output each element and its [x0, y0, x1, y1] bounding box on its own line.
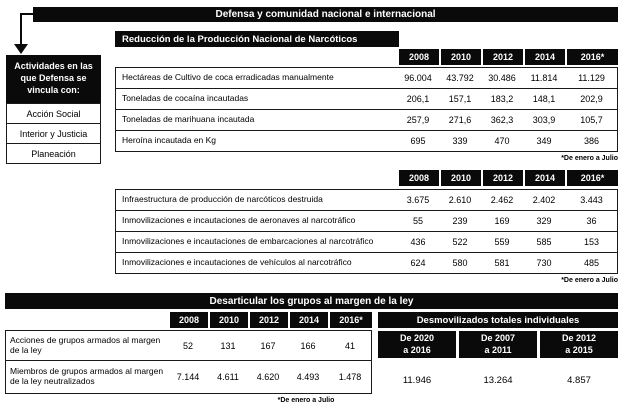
connector-vertical-line: [20, 13, 22, 44]
year-header-cell: 2008: [170, 312, 208, 328]
footnote-table1: *De enero a Julio: [561, 155, 618, 162]
cell-value: 148,1: [532, 94, 556, 104]
year-header-cell: 2010: [441, 49, 481, 65]
sidebar-item-accion-social: Acción Social: [6, 103, 101, 124]
cell-value: 11.814: [530, 73, 558, 83]
cell-value: 96.004: [404, 73, 432, 83]
cell-value: 585: [536, 237, 552, 247]
cell-value: 4.620: [256, 372, 280, 382]
table-row: [115, 231, 618, 253]
cell-value: 2.402: [532, 195, 556, 205]
cell-value: 362,3: [490, 115, 514, 125]
section-title-narcotics: Reducción de la Producción Nacional de Narcóticos: [115, 31, 399, 47]
year-header-cell: 2008: [399, 170, 439, 186]
cell-value: 105,7: [580, 115, 603, 125]
row-label: Heroína incautada en Kg: [122, 135, 217, 146]
section-title-groups: Desarticular los grupos al margen de la ley: [5, 293, 618, 309]
cell-value: 239: [452, 216, 468, 226]
cell-value: 695: [410, 136, 426, 146]
cell-value: 2.610: [448, 195, 472, 205]
row-label: Inmovilizaciones e incautaciones de embarcaciones al narcotráfico: [122, 236, 374, 247]
cell-value: 470: [494, 136, 510, 146]
cell-value: 257,9: [406, 115, 430, 125]
cell-value: 1.478: [338, 372, 362, 382]
cell-value: 386: [583, 136, 600, 146]
cell-value: 166: [300, 340, 316, 351]
row-label: Acciones de grupos armados al margen de la ley: [10, 334, 161, 355]
table-row: [115, 189, 618, 211]
cell-value: 4.857: [567, 375, 591, 386]
row-values: [169, 361, 371, 393]
table-row: [115, 88, 618, 110]
table2-year-header: [399, 170, 618, 186]
cell-value: 11.946: [402, 375, 432, 386]
year-header-cell: 2012: [483, 170, 523, 186]
table-row: [115, 210, 618, 232]
table-row: [115, 109, 618, 131]
arrow-down-icon: [14, 44, 28, 54]
footnote-table2: *De enero a Julio: [561, 277, 618, 284]
cell-value: 157,1: [448, 94, 472, 104]
table1-year-header: [399, 49, 618, 65]
period-cell: [378, 331, 456, 358]
sidebar-header: Actividades en las que Defensa se vincula con:: [6, 55, 101, 103]
cell-value: 13.264: [483, 375, 513, 386]
row-label: Inmovilizaciones e incautaciones de vehículos al narcotráfico: [122, 257, 352, 268]
period-line2: a 2011: [484, 344, 512, 355]
table-row: [5, 360, 372, 394]
period-line1: De 2020: [399, 333, 435, 344]
sidebar-item-planeacion: Planeación: [6, 143, 101, 164]
year-header-cell: 2016*: [567, 49, 618, 65]
year-header-cell: 2016*: [567, 170, 618, 186]
year-header-cell: 2014: [290, 312, 328, 328]
year-header-cell: 2012: [250, 312, 288, 328]
period-line1: De 2012: [561, 333, 597, 344]
row-label: Toneladas de marihuana incautada: [122, 114, 255, 125]
narcotics-table-2: [115, 189, 618, 274]
cell-value: 41: [344, 340, 355, 351]
row-values: [398, 110, 617, 130]
cell-value: 329: [536, 216, 552, 226]
table-row: [115, 130, 618, 152]
cell-value: 349: [536, 136, 552, 146]
cell-value: 303,9: [532, 115, 556, 125]
row-label: Miembros de grupos armados al margen de la ley neutralizados: [10, 366, 164, 386]
cell-value: 3.443: [580, 195, 603, 205]
row-values: [398, 89, 617, 109]
year-header-cell: 2014: [525, 49, 565, 65]
cell-value: 4.611: [217, 372, 239, 382]
sidebar-item-interior-justicia: Interior y Justicia: [6, 123, 101, 144]
groups-year-header: [170, 312, 372, 328]
row-values: [398, 131, 617, 151]
row-values: [398, 232, 617, 252]
row-values: [398, 253, 617, 273]
row-values: [398, 211, 617, 231]
row-label: Hectáreas de Cultivo de coca erradicadas manualmente: [122, 72, 334, 83]
table-row: [115, 252, 618, 274]
period-line1: De 2007: [480, 333, 516, 344]
cell-value: 52: [182, 340, 193, 351]
year-header-cell: 2012: [483, 49, 523, 65]
cell-value: 30.486: [488, 73, 516, 83]
period-line2: a 2016: [403, 344, 431, 355]
cell-value: 271,6: [448, 115, 472, 125]
demobilized-values: [378, 373, 618, 388]
row-values: [169, 331, 371, 360]
row-values: [398, 190, 617, 210]
demobilized-header: Desmovilizados totales individuales: [378, 312, 618, 328]
cell-value: 7.144: [176, 372, 200, 382]
cell-value: 43.792: [446, 73, 474, 83]
demobilized-periods: [378, 331, 618, 358]
cell-value: 153: [583, 237, 600, 247]
cell-value: 624: [410, 258, 426, 268]
narcotics-table-1: [115, 67, 618, 152]
top-banner: Defensa y comunidad nacional e internacional: [33, 7, 618, 22]
year-header-cell: 2010: [441, 170, 481, 186]
row-label: Inmovilizaciones e incautaciones de aeronaves al narcotráfico: [122, 215, 356, 226]
table-row: [5, 330, 372, 361]
year-header-cell: 2010: [210, 312, 248, 328]
cell-value: 183,2: [490, 94, 514, 104]
cell-value: 436: [410, 237, 426, 247]
cell-value: 131: [220, 340, 236, 351]
cell-value: 339: [452, 136, 468, 146]
year-header-cell: 2008: [399, 49, 439, 65]
cell-value: 55: [412, 216, 423, 226]
cell-value: 11.129: [578, 73, 605, 83]
cell-value: 167: [260, 340, 276, 351]
cell-value: 2.462: [490, 195, 514, 205]
cell-value: 559: [494, 237, 510, 247]
cell-value: 580: [452, 258, 468, 268]
cell-value: 581: [494, 258, 510, 268]
period-cell: [459, 331, 537, 358]
period-line2: a 2015: [565, 344, 593, 355]
cell-value: 36: [586, 216, 597, 226]
table-row: [115, 67, 618, 89]
cell-value: 202,9: [580, 94, 603, 104]
row-values: [398, 68, 617, 88]
year-header-cell: 2014: [525, 170, 565, 186]
cell-value: 485: [583, 258, 600, 268]
footnote-groups: *De enero a Julio: [277, 397, 335, 404]
year-header-cell: 2016*: [330, 312, 372, 328]
groups-table: [5, 330, 372, 394]
cell-value: 522: [452, 237, 468, 247]
row-label: Infraestructura de producción de narcóticos destruida: [122, 194, 323, 205]
cell-value: 169: [494, 216, 510, 226]
period-cell: [540, 331, 618, 358]
cell-value: 4.493: [296, 372, 320, 382]
row-label: Toneladas de cocaína incautadas: [122, 93, 249, 104]
connector-horizontal-line: [20, 13, 35, 15]
cell-value: 206,1: [406, 94, 430, 104]
cell-value: 730: [536, 258, 552, 268]
cell-value: 3.675: [406, 195, 430, 205]
